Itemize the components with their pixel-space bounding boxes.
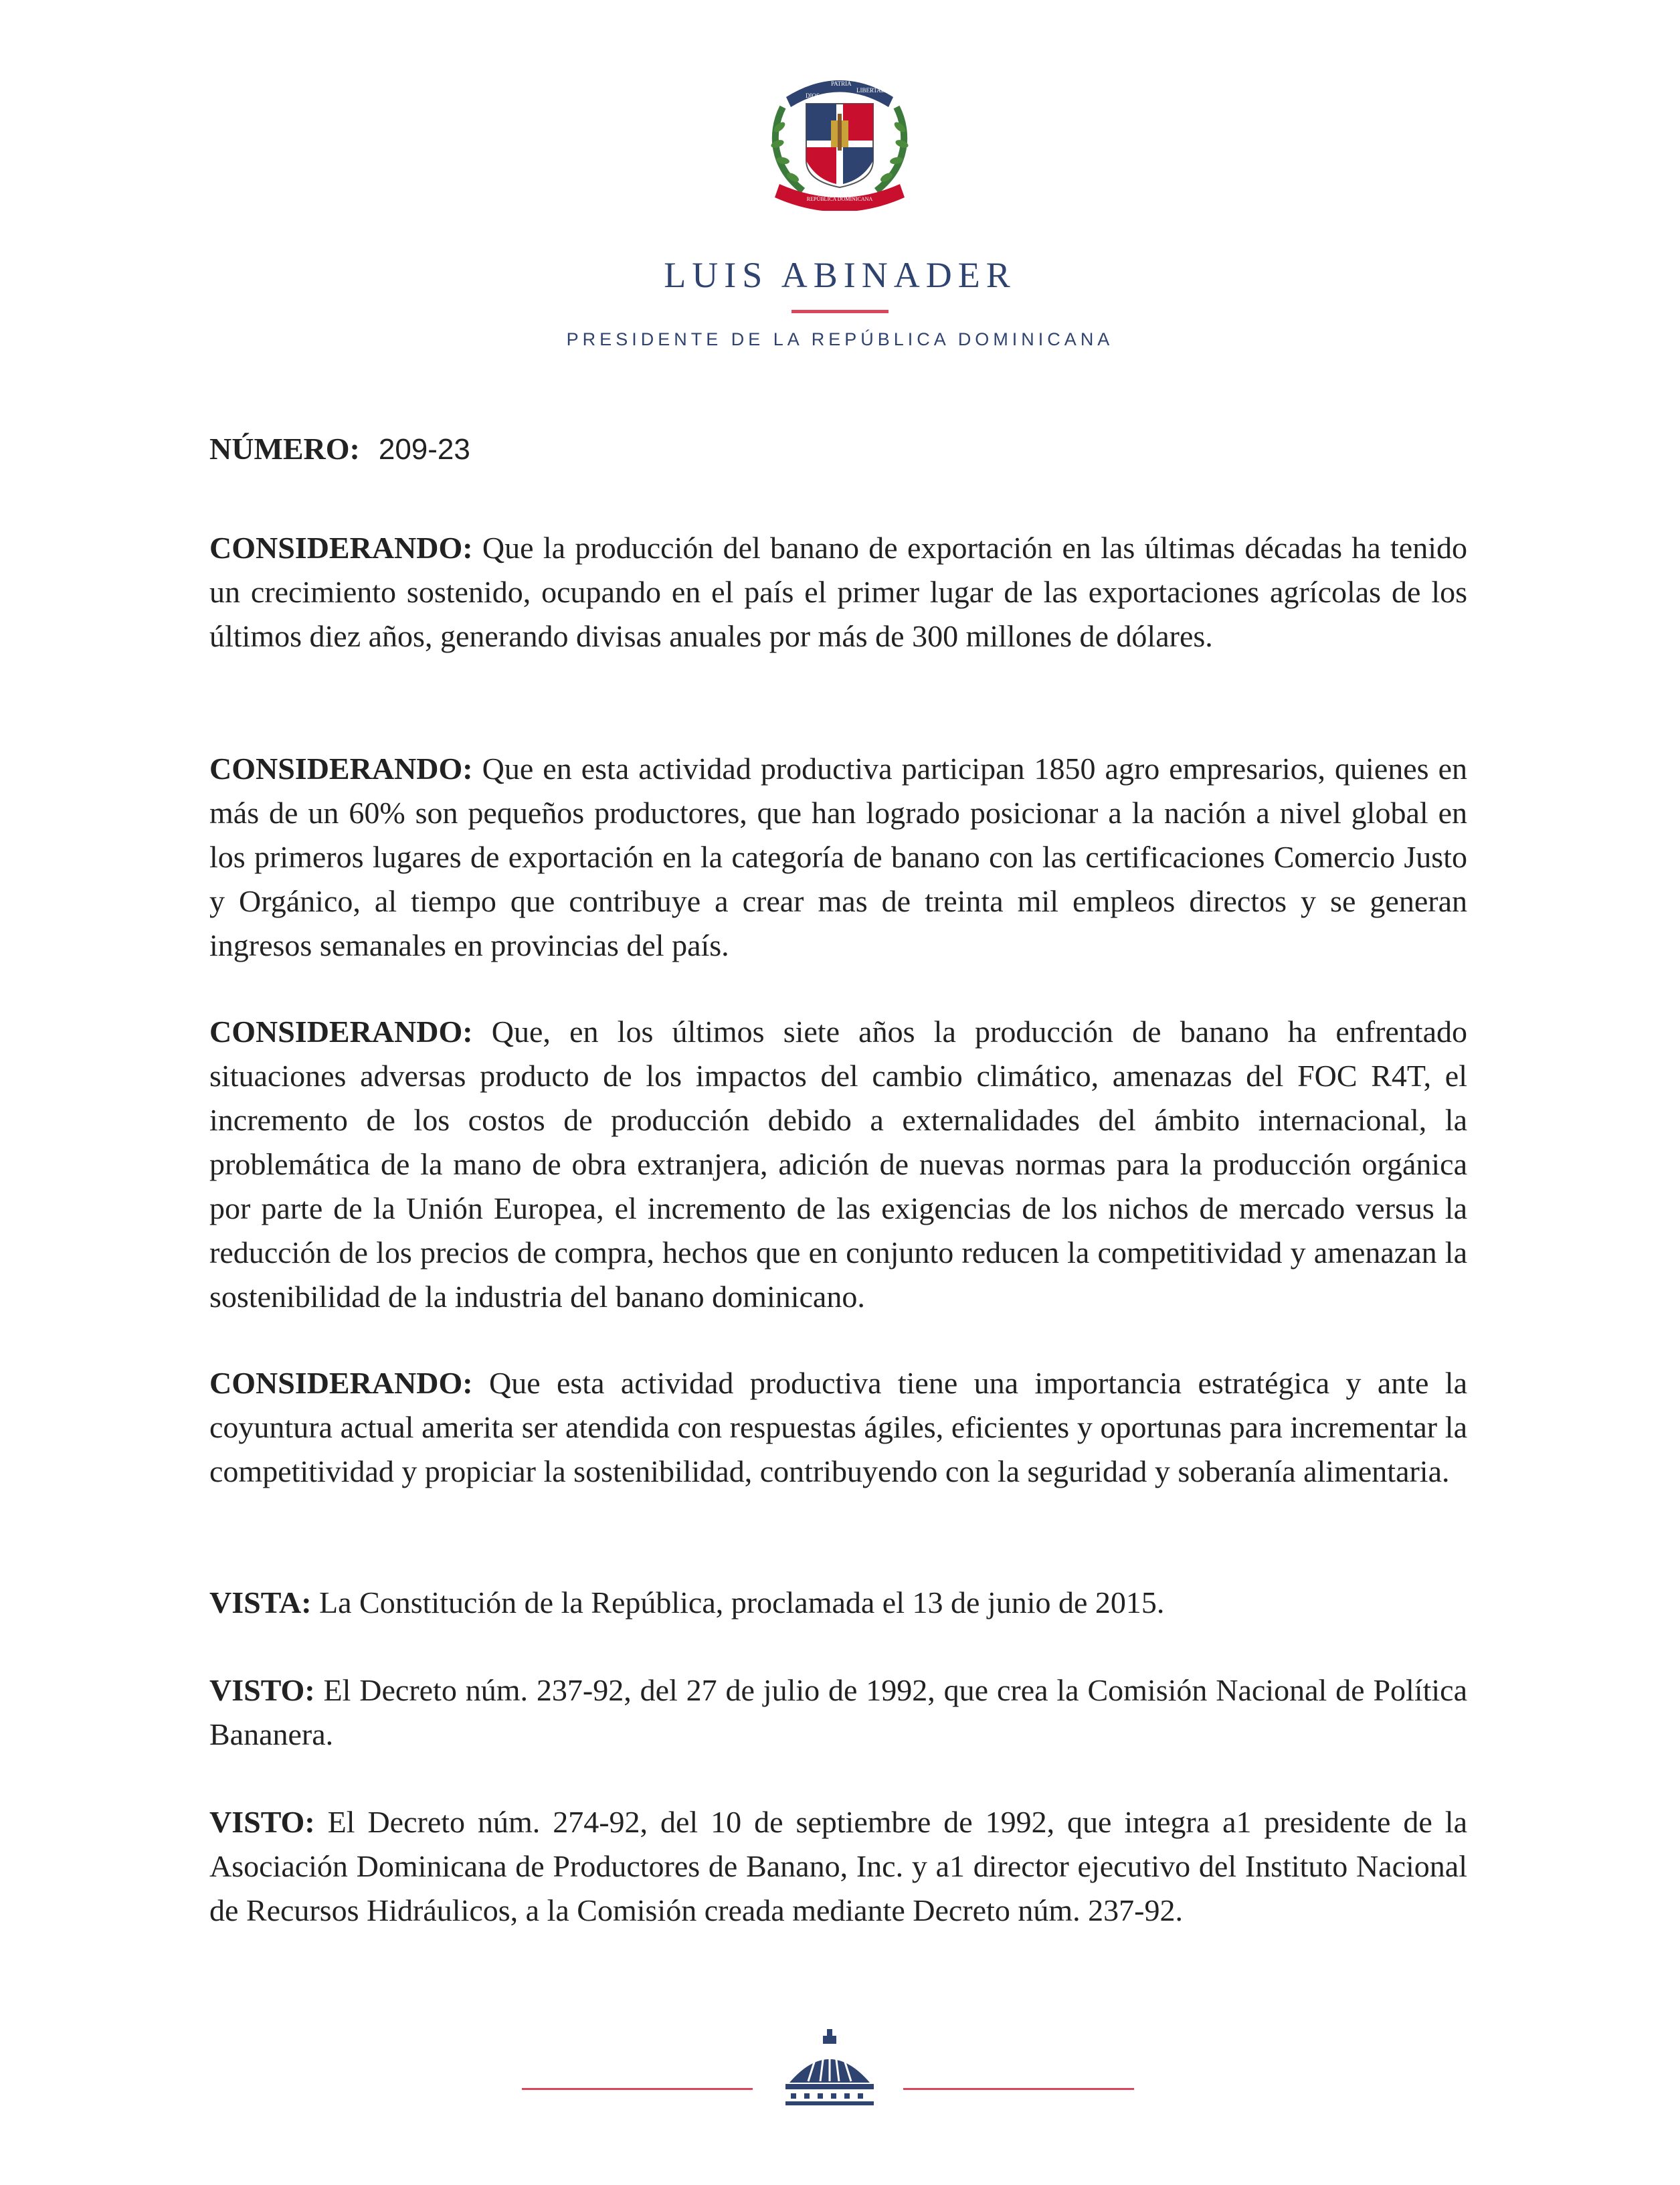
visto-paragraph-2 [209, 1800, 1467, 1933]
paragraph-text: Que, en los últimos siete años la producción de banano ha enfrentado situaciones adversas producto de los impactos del cambio climático, amenazas del FOC R4T, el incremento de los costos de producción debido a externalidades del ámbito internacional, la problemática de la mano de obra extranjera, adición de nuevas normas para la producción orgánica por parte de la Unión Europea, el incremento de las exigencias de los nichos de mercado versus la reducción de los precios de compra, hechos que en conjunto reducen la competitividad y amenazan la sostenibilidad de la industria del banano dominicano. [209, 1015, 1467, 1314]
decree-number-label: NÚMERO: [209, 432, 360, 466]
seal-motto-libertad: LIBERTAD [856, 87, 886, 94]
paragraph-text: Que esta actividad productiva tiene una importancia estratégica y ante la coyuntura actual amerita ser atendida con respuestas ágiles, eficientes y oportunas para incrementar la competitividad y propiciar la sostenibilidad, contribuyendo con la seguridad y soberanía alimentaria. [209, 1366, 1468, 1488]
paragraph-text: Que en esta actividad productiva participan 1850 agro empresarios, quienes en más de un 60% son pequeños productores, que han logrado posicionar a la nación a nivel global en los primeros lugares de exportación en la categoría de banano con las certificaciones Comercio Justo y Orgánico, al tiempo que contribuye a crear mas de treinta mil empleos directos y se generan ingresos semanales en provincias del país. [209, 752, 1468, 962]
considerando-paragraph-4 [209, 1361, 1467, 1494]
visto-paragraph-1 [209, 1668, 1467, 1757]
president-title: PRESIDENTE DE LA REPÚBLICA DOMINICANA [566, 329, 1114, 349]
considerando-paragraph-3 [209, 1010, 1467, 1319]
president-name: LUIS ABINADER [664, 255, 1016, 295]
footer-divider-right [903, 2088, 1134, 2090]
seal-motto-dios: DIOS [806, 92, 820, 99]
national-palace-dome-icon [781, 2029, 878, 2108]
considerando-paragraph-1 [209, 526, 1467, 659]
paragraph-label: VISTA: [209, 1585, 312, 1620]
seal-ribbon-label: REPÚBLICA DOMINICANA [806, 196, 873, 202]
paragraph-label: CONSIDERANDO: [209, 1366, 473, 1400]
vista-paragraph [209, 1581, 1467, 1625]
coat-of-arms-icon [756, 67, 923, 211]
paragraph-label: VISTO: [209, 1805, 315, 1839]
paragraph-text: El Decreto núm. 237-92, del 27 de julio de 1992, que crea la Comisión Nacional de Política Bananera. [209, 1673, 1467, 1751]
paragraph-text: Que la producción del banano de exportación en las últimas décadas ha tenido un crecimiento sostenido, ocupando en el país el primer lugar de las exportaciones agrícolas de los últimos diez años, generando divisas anuales por más de 300 millones de dólares. [209, 531, 1468, 653]
paragraph-label: CONSIDERANDO: [209, 1015, 473, 1049]
seal-motto-patria: PATRIA [831, 80, 852, 87]
paragraph-label: CONSIDERANDO: [209, 531, 473, 565]
name-underline-divider [791, 310, 889, 313]
footer-divider-left [522, 2088, 753, 2090]
considerando-paragraph-2 [209, 747, 1467, 968]
paragraph-label: VISTO: [209, 1673, 315, 1707]
paragraph-text: La Constitución de la República, proclamada el 13 de junio de 2015. [319, 1585, 1165, 1620]
decree-number [209, 427, 470, 472]
paragraph-text: El Decreto núm. 274-92, del 10 de septiembre de 1992, que integra a1 presidente de la Asociación Dominicana de Productores de Banano, Inc. y a1 director ejecutivo del Instituto Nacional de Recursos Hidráulicos, a la Comisión creada mediante Decreto núm. 237-92. [209, 1805, 1467, 1927]
decree-number-value: 209-23 [378, 433, 470, 466]
paragraph-label: CONSIDERANDO: [209, 752, 473, 786]
